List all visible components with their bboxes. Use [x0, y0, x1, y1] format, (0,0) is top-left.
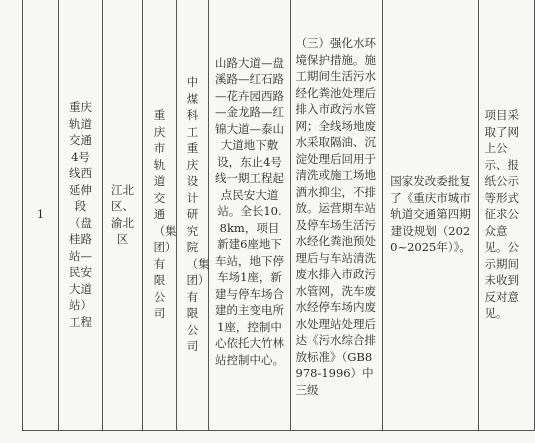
owner-unit: 重庆市轨道交通（集团）有限公司 [153, 108, 177, 321]
project-name-cell [59, 0, 103, 431]
row-index-cell [23, 0, 59, 431]
project-name: 重庆轨道交通4号线西延伸段（盘桂路站—民安大道站）工程 [69, 100, 92, 329]
route-description: 山路大道—盘溪路—红石路—花卉园西路—金龙路—红锦大道—泰山大道地下敷设，东止4号线一期工程起点民安大道站。全长10.8km，项目新建6座地下车站，地下停车场1座，新建与停车场合建的主变电所1座，控制中心依托大竹林站控制中心。 [215, 55, 284, 367]
public-participation: 项目采取了网上公示、报纸公示等形式征求公众意见。公示期间未收到反对意见。 [484, 108, 519, 321]
planning-approval: 国家发改委批复了《重庆市城市轨道交通第四期建设规划（2020~2025年）》。 [390, 174, 471, 255]
district: 江北区、渝北区 [111, 182, 134, 246]
designer-cell [177, 0, 209, 431]
row-index: 1 [36, 207, 45, 222]
route-cell [209, 0, 291, 431]
design-unit: 中煤科工重庆设计研究院（集团）有限公司 [186, 75, 210, 354]
table-row [23, 0, 535, 431]
owner-cell [143, 0, 177, 431]
participation-cell [479, 0, 535, 431]
district-cell [103, 0, 143, 431]
approval-cell [383, 0, 479, 431]
measures-cell [291, 0, 383, 431]
environmental-measures: （三）强化水环境保护措施。施工期间生活污水经化粪池处理后排入市政污水管网；全线场地废水采取隔油、沉淀处理后回用于清洗或施工场地酒水抑尘，不排放。运营期车站及停车场生活污水经化粪池预处理后与车站清洗废水排入市政污水管网，洗车废水经停车场内废水处理站处理后达《污水综合排放标准》（GB8978-1996）中三级 [295, 36, 376, 397]
project-table [22, 0, 535, 431]
